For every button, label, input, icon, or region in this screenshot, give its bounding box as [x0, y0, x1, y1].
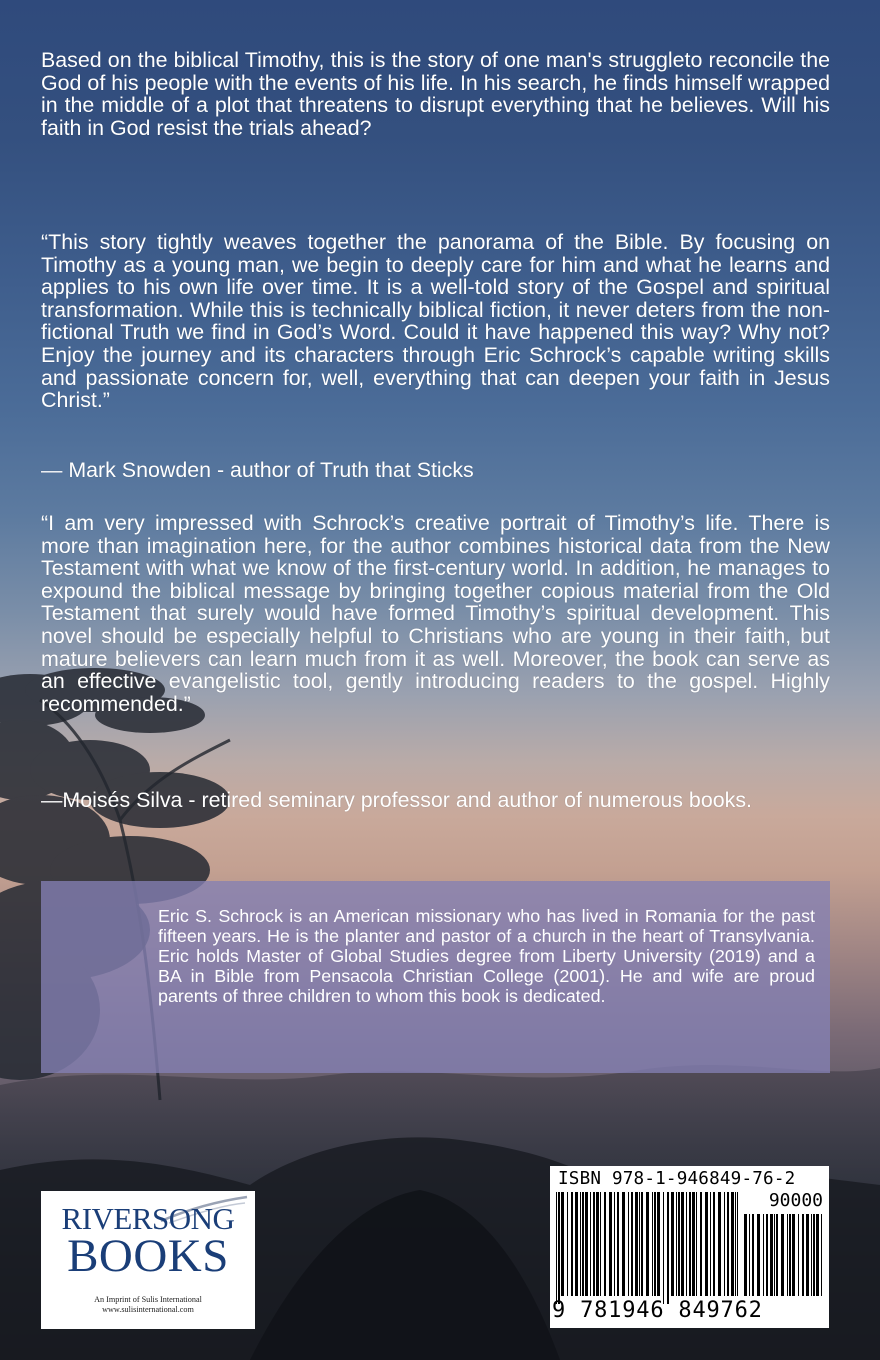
- barcode-bar: [652, 1192, 653, 1296]
- barcode-bar: [671, 1192, 674, 1296]
- endorsement-attribution-2: —Moisés Silva - retired seminary professor and author of numerous books.: [41, 788, 752, 812]
- barcode-bar: [821, 1214, 822, 1296]
- author-bio-box: [41, 881, 830, 1073]
- barcode-bar: [789, 1214, 791, 1296]
- barcode-bar: [641, 1192, 643, 1296]
- barcode-bar: [622, 1192, 625, 1296]
- barcode-bar: [635, 1192, 638, 1296]
- publisher-logo: [41, 1191, 255, 1329]
- barcode-bar: [705, 1192, 708, 1296]
- barcode-bar: [575, 1192, 578, 1296]
- endorsement-quote-1: “This story tightly weaves together the panorama of the Bible. By focusing on Timothy as a young man, we begin to deeply care for him and what he learns and applies to his own life over time. It is a well-told story of the Gospel and spiritual transformation. While this is technically biblical fiction, it never deters from the non-fictional Truth we find in God’s Word. Could it have happened this way? Why not? Enjoy the journey and its characters through Eric Schrock’s capable writing skills and passionate concern for, well, everything that can deepen your faith in Jesus Christ.”: [41, 230, 830, 413]
- barcode-bar: [686, 1192, 687, 1296]
- publisher-url: www.sulisinternational.com: [102, 1305, 194, 1314]
- barcode-bar: [604, 1192, 606, 1296]
- barcode-bar: [813, 1214, 815, 1296]
- barcode-bar: [806, 1214, 809, 1296]
- barcode-bar: [735, 1192, 736, 1296]
- isbn-label: ISBN 978-1-946849-76-2: [558, 1169, 796, 1189]
- ean-digits: 9 781946 849762: [552, 1298, 763, 1323]
- barcode-bar: [744, 1214, 747, 1296]
- barcode-bar: [811, 1214, 812, 1296]
- barcode-bar: [816, 1214, 819, 1296]
- barcode-bar: [752, 1214, 754, 1296]
- barcode-bar: [614, 1192, 615, 1296]
- barcode-bar: [727, 1192, 729, 1296]
- price-code: 90000: [768, 1190, 823, 1211]
- barcode-bar: [593, 1192, 595, 1296]
- barcode-bar: [596, 1192, 599, 1296]
- barcode-bar: [585, 1192, 588, 1296]
- barcode-bar: [724, 1192, 725, 1296]
- barcode-bar: [770, 1214, 773, 1296]
- barcode-bar: [580, 1192, 581, 1296]
- barcode-bar: [798, 1214, 799, 1296]
- barcode-bar: [667, 1192, 669, 1304]
- barcode-bar: [571, 1192, 573, 1296]
- barcode-bar: [628, 1192, 629, 1296]
- barcode-bar: [766, 1214, 768, 1296]
- publisher-name-line2: BOOKS: [67, 1230, 229, 1282]
- barcode-bar: [731, 1192, 734, 1296]
- barcode-bar: [654, 1192, 656, 1296]
- barcode-bar: [663, 1192, 664, 1304]
- barcode-bar: [776, 1214, 778, 1296]
- barcode-bar: [617, 1192, 619, 1296]
- barcode-bar: [718, 1192, 721, 1296]
- barcode-bar: [561, 1192, 564, 1296]
- barcode-bar: [781, 1214, 784, 1296]
- barcode-bar: [657, 1192, 660, 1296]
- barcode-bar: [582, 1192, 584, 1296]
- endorsement-attribution-1: — Mark Snowden - author of Truth that Sticks: [41, 458, 474, 482]
- barcode-bar: [700, 1192, 702, 1296]
- barcode-bar: [631, 1192, 633, 1296]
- barcode-bar: [749, 1214, 750, 1296]
- barcode-bar: [646, 1192, 649, 1296]
- barcode-bar: [710, 1192, 711, 1296]
- barcode-bar: [609, 1192, 612, 1296]
- synopsis-paragraph: Based on the biblical Timothy, this is the story of one man's struggleto reconcile the God of his people with the events of his life. In his search, he finds himself wrapped in the middle of a plot that threatens to disrupt everything that he believes. Will his faith in God resist the trials ahead?: [41, 48, 830, 140]
- publisher-name-line1: RIVERSONG: [61, 1201, 235, 1236]
- barcode-bar: [639, 1192, 640, 1296]
- barcode-bar: [692, 1192, 695, 1296]
- barcode-bar: [681, 1192, 684, 1296]
- barcode-bar: [737, 1192, 738, 1296]
- barcode-bar: [556, 1192, 557, 1304]
- barcode-bar: [792, 1214, 795, 1296]
- publisher-imprint: An Imprint of Sulis International: [94, 1295, 202, 1304]
- endorsement-quote-2: “I am very impressed with Schrock’s creative portrait of Timothy’s life. There is more than imagination here, for the author combines historical data from the New Testament with what we know of the first-century world. In addition, he manages to expound the biblical message by bringing together copious material from the Old Testament that surely would have formed Timothy’s spiritual development. This novel should be especially helpful to Christians who are young in their faith, but mature believers can learn much from it as well. Moreover, the book can serve as an effective evangelistic tool, gently introducing readers to the gospel. Highly recommended.”: [41, 511, 830, 716]
- barcode-bar: [713, 1192, 715, 1296]
- barcode-bar: [774, 1214, 775, 1296]
- barcode-bar: [689, 1192, 691, 1296]
- isbn-barcode: [550, 1166, 829, 1328]
- barcode-bar: [802, 1214, 804, 1296]
- barcode-bar: [787, 1214, 788, 1296]
- author-bio-text: Eric S. Schrock is an American missionary who has lived in Romania for the past fifteen years. He is the planter and pastor of a church in the heart of Transylvania. Eric holds Master of Global Studies degree from Liberty University (2019) and a BA in Bible from Pensacola Christian College (2001). He and wife are proud parents of three children to whom this book is dedicated.: [158, 906, 815, 1006]
- barcode-bar: [558, 1192, 560, 1304]
- barcode-bar: [590, 1192, 591, 1296]
- barcode-bar: [600, 1192, 601, 1296]
- barcode-bar: [763, 1214, 764, 1296]
- barcode-bar: [696, 1192, 697, 1296]
- barcode-bar: [567, 1192, 568, 1296]
- barcode-bar: [757, 1214, 760, 1296]
- barcode-bar: [676, 1192, 677, 1296]
- barcode-bar: [678, 1192, 680, 1296]
